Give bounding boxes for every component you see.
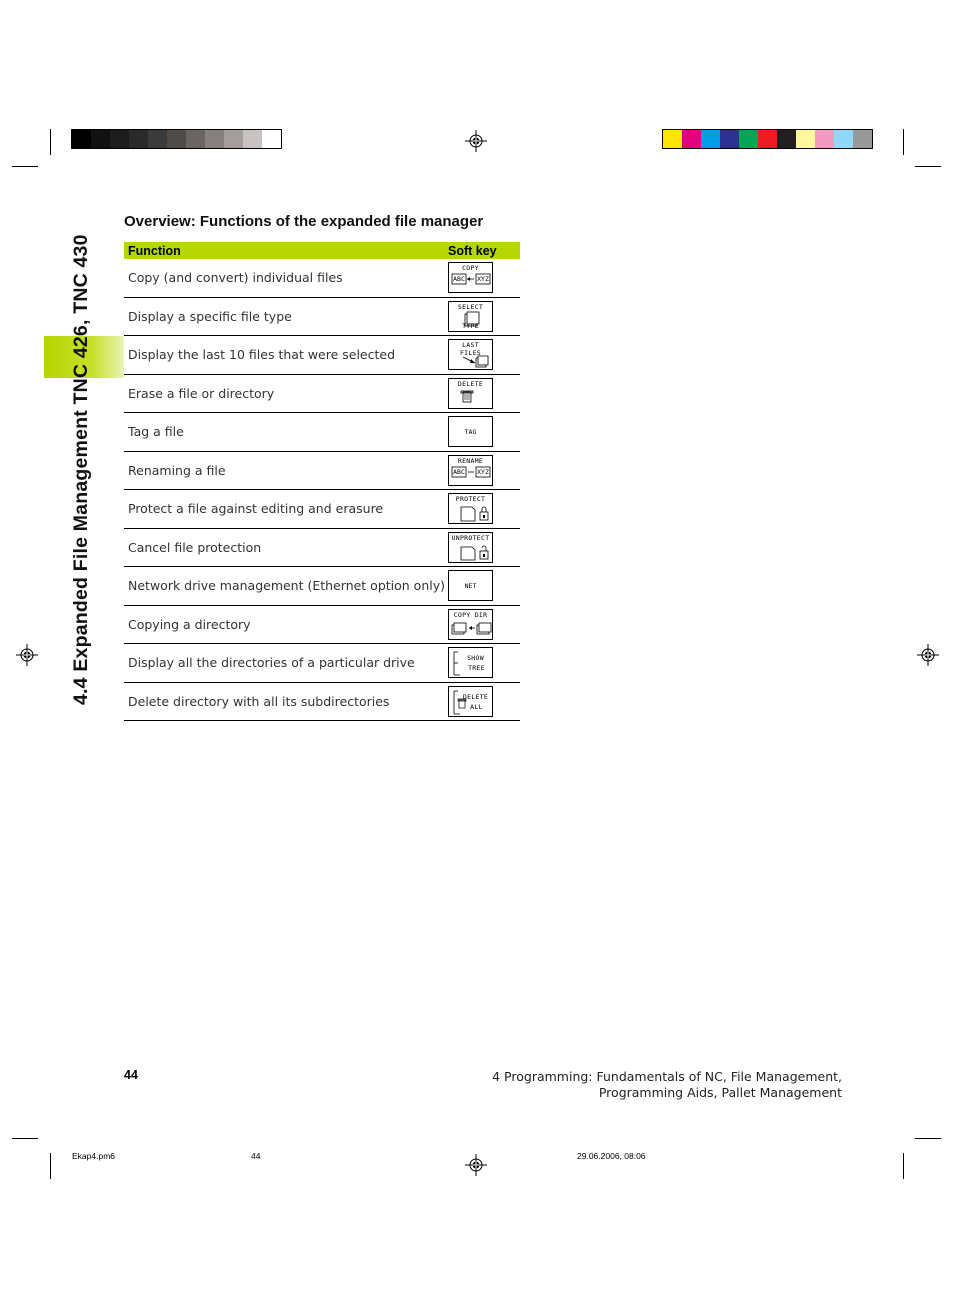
table-row xyxy=(124,567,520,606)
table-row xyxy=(124,606,520,645)
crop-mark xyxy=(915,1138,941,1139)
gray-calibration-bar xyxy=(71,129,282,149)
color-swatch xyxy=(148,130,167,148)
functions-table xyxy=(124,242,520,721)
slug-datetime: 29.06.2006, 08:06 xyxy=(577,1151,646,1161)
crop-mark xyxy=(50,1153,51,1179)
icon-text-xyz: XYZ xyxy=(477,467,489,476)
soft-key-label: LAST xyxy=(462,341,479,350)
soft-key-label: DELETE xyxy=(462,692,489,701)
soft-key-label: TAG xyxy=(464,428,477,437)
soft-key-unprotect[interactable] xyxy=(448,532,493,563)
header-soft-key: Soft key xyxy=(448,243,497,258)
table-row xyxy=(124,683,520,722)
soft-key-copy[interactable] xyxy=(448,262,493,293)
soft-key-last[interactable] xyxy=(448,339,493,370)
soft-key-label: SHOW xyxy=(467,654,484,663)
color-swatch xyxy=(720,130,739,148)
color-calibration-bar xyxy=(662,129,873,149)
soft-key-label: COPY DIR xyxy=(453,610,488,619)
soft-key-net[interactable] xyxy=(448,570,493,601)
soft-key-label: RENAME xyxy=(457,456,484,465)
crop-mark xyxy=(903,129,904,155)
soft-key-label: NET xyxy=(464,582,477,591)
function-label: Network drive management (Ethernet option only) xyxy=(128,578,445,594)
table-row xyxy=(124,644,520,683)
color-swatch xyxy=(243,130,262,148)
table-row xyxy=(124,413,520,452)
crop-mark xyxy=(903,1153,904,1179)
soft-key-select[interactable] xyxy=(448,301,493,332)
color-swatch xyxy=(262,130,281,148)
chapter-footer-line: Programming Aids, Pallet Management xyxy=(598,1085,842,1100)
crop-mark xyxy=(12,166,38,167)
table-header xyxy=(124,242,520,259)
icon-text-xyz: XYZ xyxy=(477,275,489,284)
soft-key-delete[interactable] xyxy=(448,686,493,717)
function-label: Display all the directories of a particular drive xyxy=(128,655,415,671)
color-swatch xyxy=(834,130,853,148)
section-heading: Overview: Functions of the expanded file manager xyxy=(124,213,484,230)
color-swatch xyxy=(186,130,205,148)
function-label: Protect a file against editing and erasure xyxy=(128,501,384,517)
soft-key-label: TYPE xyxy=(462,321,479,330)
function-label: Display the last 10 files that were selected xyxy=(128,347,396,363)
color-swatch xyxy=(224,130,243,148)
color-swatch xyxy=(701,130,720,148)
chapter-footer xyxy=(492,1069,842,1101)
function-label: Tag a file xyxy=(128,424,184,440)
soft-key-label: FILES xyxy=(459,349,482,358)
table-row xyxy=(124,529,520,568)
function-label: Copy (and convert) individual files xyxy=(128,270,343,286)
header-function: Function xyxy=(128,243,181,258)
soft-key-copy-dir[interactable] xyxy=(448,609,493,640)
registration-mark-icon xyxy=(465,130,487,152)
registration-mark-icon xyxy=(917,644,939,666)
color-swatch xyxy=(853,130,872,148)
color-swatch xyxy=(796,130,815,148)
soft-key-label: DELETE xyxy=(457,379,484,388)
registration-mark-icon xyxy=(465,1154,487,1176)
soft-key-delete[interactable] xyxy=(448,378,493,409)
soft-key-tag[interactable] xyxy=(448,416,493,447)
color-swatch xyxy=(91,130,110,148)
slug-page: 44 xyxy=(251,1151,261,1161)
color-swatch xyxy=(663,130,682,148)
soft-key-label: UNPROTECT xyxy=(451,533,490,542)
color-swatch xyxy=(758,130,777,148)
soft-key-label: COPY xyxy=(462,264,479,273)
function-label: Renaming a file xyxy=(128,462,226,478)
table-row xyxy=(124,452,520,491)
soft-key-label: TREE xyxy=(468,664,485,673)
table-row xyxy=(124,490,520,529)
soft-key-rename[interactable] xyxy=(448,455,493,486)
side-title: 4.4 Expanded File Management TNC 426, TNC 430 xyxy=(70,234,92,705)
crop-mark xyxy=(915,166,941,167)
icon-text-abc: ABC xyxy=(453,467,465,476)
soft-key-label: ALL xyxy=(470,702,483,711)
soft-key-label: SELECT xyxy=(457,302,484,311)
color-swatch xyxy=(167,130,186,148)
crop-mark xyxy=(50,129,51,155)
color-swatch xyxy=(682,130,701,148)
color-swatch xyxy=(205,130,224,148)
crop-mark xyxy=(12,1138,38,1139)
table-row xyxy=(124,336,520,375)
soft-key-label: PROTECT xyxy=(455,495,486,504)
registration-mark-icon xyxy=(16,644,38,666)
color-swatch xyxy=(72,130,91,148)
function-label: Cancel file protection xyxy=(128,539,262,555)
function-label: Display a specific file type xyxy=(128,308,292,324)
color-swatch xyxy=(777,130,796,148)
table-row xyxy=(124,375,520,414)
page-number: 44 xyxy=(124,1068,138,1082)
function-label: Delete directory with all its subdirectories xyxy=(128,693,390,709)
chapter-footer-line: 4 Programming: Fundamentals of NC, File Management, xyxy=(492,1069,842,1084)
color-swatch xyxy=(739,130,758,148)
icon-text-abc: ABC xyxy=(453,275,465,284)
slug-file: Ekap4.pm6 xyxy=(72,1151,115,1161)
soft-key-show[interactable] xyxy=(448,647,493,678)
function-label: Copying a directory xyxy=(128,616,251,632)
color-swatch xyxy=(129,130,148,148)
color-swatch xyxy=(815,130,834,148)
soft-key-protect[interactable] xyxy=(448,493,493,524)
table-row xyxy=(124,298,520,337)
table-row xyxy=(124,259,520,298)
color-swatch xyxy=(110,130,129,148)
function-label: Erase a file or directory xyxy=(128,385,275,401)
